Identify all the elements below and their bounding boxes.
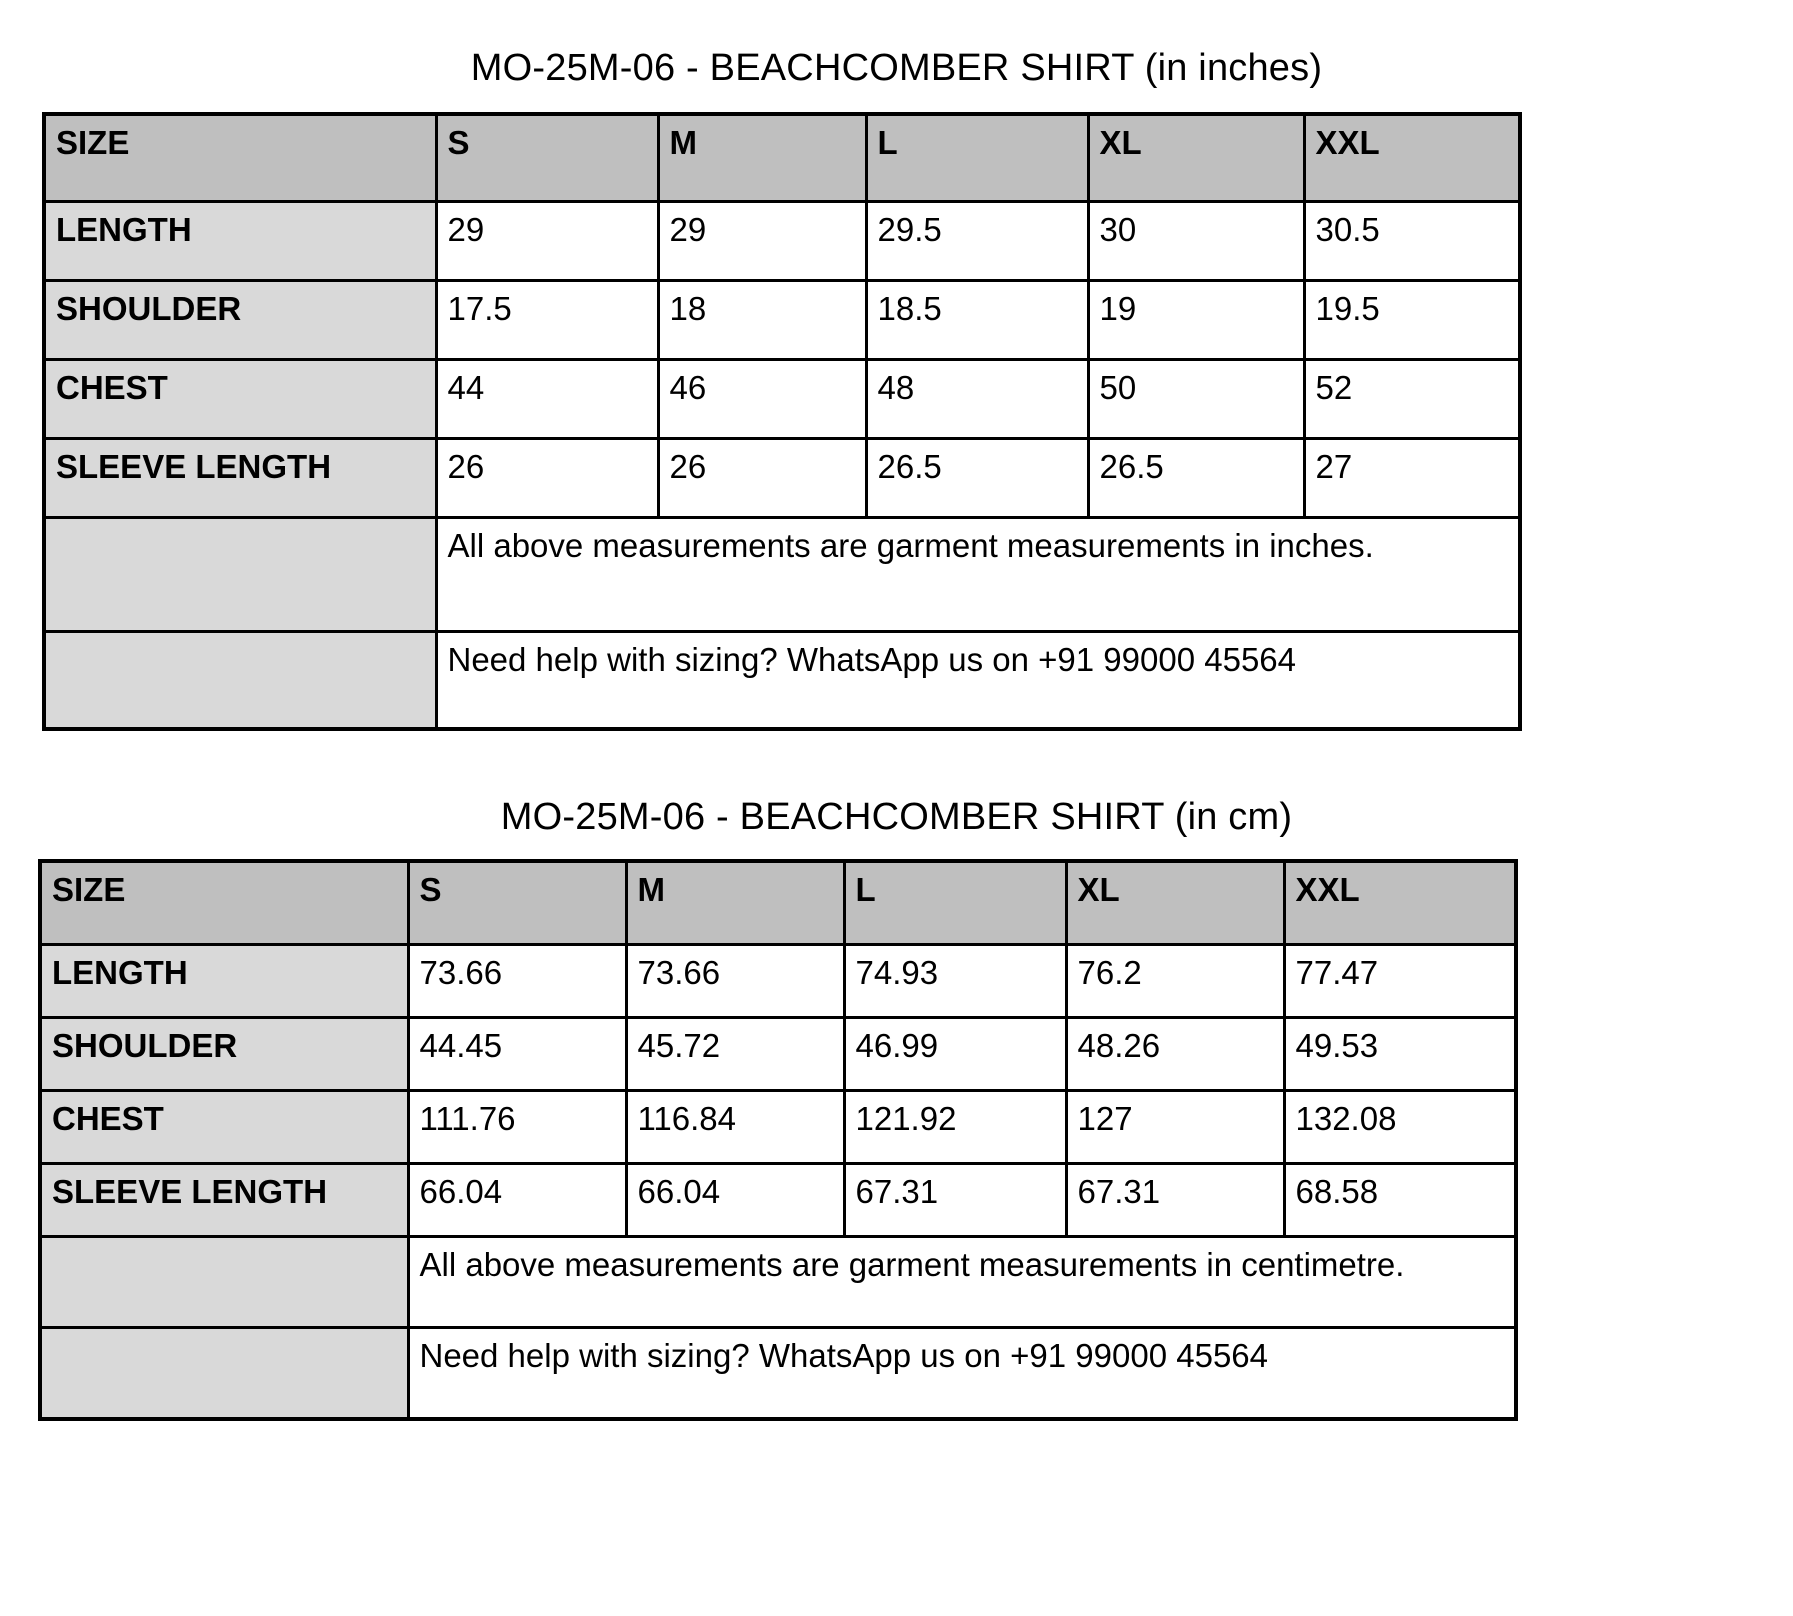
cell-shoulder-l: 46.99 xyxy=(844,1017,1066,1090)
note-measurements-unit: All above measurements are garment measurements in inches. xyxy=(436,517,1520,631)
column-header-l: L xyxy=(844,861,1066,945)
table-row xyxy=(40,1090,1516,1163)
column-header-size: SIZE xyxy=(40,861,408,945)
cm-table-title: MO-25M-06 - BEACHCOMBER SHIRT (in cm) xyxy=(500,795,1293,838)
cell-chest-m: 46 xyxy=(658,359,866,438)
cell-sleeve-l: 26.5 xyxy=(866,438,1088,517)
cell-chest-s: 44 xyxy=(436,359,658,438)
cell-length-xl: 30 xyxy=(1088,201,1304,280)
column-header-xxl: XXL xyxy=(1284,861,1516,945)
size-chart-table-cm xyxy=(38,859,1518,1421)
column-header-m: M xyxy=(626,861,844,945)
cell-chest-xxl: 52 xyxy=(1304,359,1520,438)
inches-section xyxy=(0,48,1793,90)
cell-sleeve-xl: 26.5 xyxy=(1088,438,1304,517)
column-header-xl: XL xyxy=(1088,114,1304,202)
table-row xyxy=(40,1017,1516,1090)
column-header-xxl: XXL xyxy=(1304,114,1520,202)
table-row-note xyxy=(40,1327,1516,1419)
row-label-length: LENGTH xyxy=(44,201,436,280)
cell-length-xxl: 30.5 xyxy=(1304,201,1520,280)
cell-length-l: 74.93 xyxy=(844,944,1066,1017)
note-row-label-blank xyxy=(44,631,436,729)
column-header-size: SIZE xyxy=(44,114,436,202)
cell-chest-xl: 50 xyxy=(1088,359,1304,438)
cm-table-header xyxy=(40,861,1516,945)
cell-sleeve-xxl: 27 xyxy=(1304,438,1520,517)
inches-table-title: MO-25M-06 - BEACHCOMBER SHIRT (in inches) xyxy=(470,47,1323,89)
cell-sleeve-xxl: 68.58 xyxy=(1284,1163,1516,1236)
inches-table-body xyxy=(44,201,1520,729)
column-header-l: L xyxy=(866,114,1088,202)
cell-chest-xxl: 132.08 xyxy=(1284,1090,1516,1163)
table-row-note xyxy=(44,631,1520,729)
section-spacer xyxy=(0,731,1793,797)
cell-chest-s: 111.76 xyxy=(408,1090,626,1163)
cell-length-m: 29 xyxy=(658,201,866,280)
column-header-s: S xyxy=(408,861,626,945)
cell-shoulder-l: 18.5 xyxy=(866,280,1088,359)
cm-section xyxy=(0,797,1793,839)
row-label-sleeve-length: SLEEVE LENGTH xyxy=(40,1163,408,1236)
table-row xyxy=(44,201,1520,280)
cell-sleeve-m: 26 xyxy=(658,438,866,517)
cell-sleeve-s: 66.04 xyxy=(408,1163,626,1236)
cell-sleeve-l: 67.31 xyxy=(844,1163,1066,1236)
column-header-s: S xyxy=(436,114,658,202)
cm-table-body xyxy=(40,944,1516,1419)
note-row-label-blank xyxy=(44,517,436,631)
table-row xyxy=(44,359,1520,438)
note-whatsapp-help: Need help with sizing? WhatsApp us on +91 99000 45564 xyxy=(408,1327,1516,1419)
size-chart-table-inches xyxy=(42,112,1522,731)
cell-sleeve-m: 66.04 xyxy=(626,1163,844,1236)
row-label-shoulder: SHOULDER xyxy=(44,280,436,359)
cell-chest-l: 121.92 xyxy=(844,1090,1066,1163)
cell-length-s: 29 xyxy=(436,201,658,280)
cell-chest-l: 48 xyxy=(866,359,1088,438)
cell-length-s: 73.66 xyxy=(408,944,626,1017)
note-whatsapp-help: Need help with sizing? WhatsApp us on +91 99000 45564 xyxy=(436,631,1520,729)
column-header-xl: XL xyxy=(1066,861,1284,945)
cell-sleeve-s: 26 xyxy=(436,438,658,517)
table-row xyxy=(44,280,1520,359)
table-row xyxy=(44,438,1520,517)
table-row xyxy=(40,944,1516,1017)
cell-sleeve-xl: 67.31 xyxy=(1066,1163,1284,1236)
cell-shoulder-xl: 19 xyxy=(1088,280,1304,359)
row-label-shoulder: SHOULDER xyxy=(40,1017,408,1090)
cell-chest-xl: 127 xyxy=(1066,1090,1284,1163)
cell-chest-m: 116.84 xyxy=(626,1090,844,1163)
cell-length-l: 29.5 xyxy=(866,201,1088,280)
note-row-label-blank xyxy=(40,1236,408,1327)
row-label-length: LENGTH xyxy=(40,944,408,1017)
cell-shoulder-m: 18 xyxy=(658,280,866,359)
table-row xyxy=(40,1163,1516,1236)
inches-table-header xyxy=(44,114,1520,202)
cell-length-m: 73.66 xyxy=(626,944,844,1017)
cell-length-xl: 76.2 xyxy=(1066,944,1284,1017)
cell-shoulder-m: 45.72 xyxy=(626,1017,844,1090)
row-label-chest: CHEST xyxy=(40,1090,408,1163)
row-label-chest: CHEST xyxy=(44,359,436,438)
cell-shoulder-s: 17.5 xyxy=(436,280,658,359)
note-measurements-unit: All above measurements are garment measurements in centimetre. xyxy=(408,1236,1516,1327)
header-row xyxy=(44,114,1520,202)
cell-shoulder-xl: 48.26 xyxy=(1066,1017,1284,1090)
table-row-note xyxy=(44,517,1520,631)
column-header-m: M xyxy=(658,114,866,202)
cell-shoulder-s: 44.45 xyxy=(408,1017,626,1090)
table-row-note xyxy=(40,1236,1516,1327)
cell-length-xxl: 77.47 xyxy=(1284,944,1516,1017)
cell-shoulder-xxl: 19.5 xyxy=(1304,280,1520,359)
note-row-label-blank xyxy=(40,1327,408,1419)
cell-shoulder-xxl: 49.53 xyxy=(1284,1017,1516,1090)
row-label-sleeve-length: SLEEVE LENGTH xyxy=(44,438,436,517)
header-row xyxy=(40,861,1516,945)
